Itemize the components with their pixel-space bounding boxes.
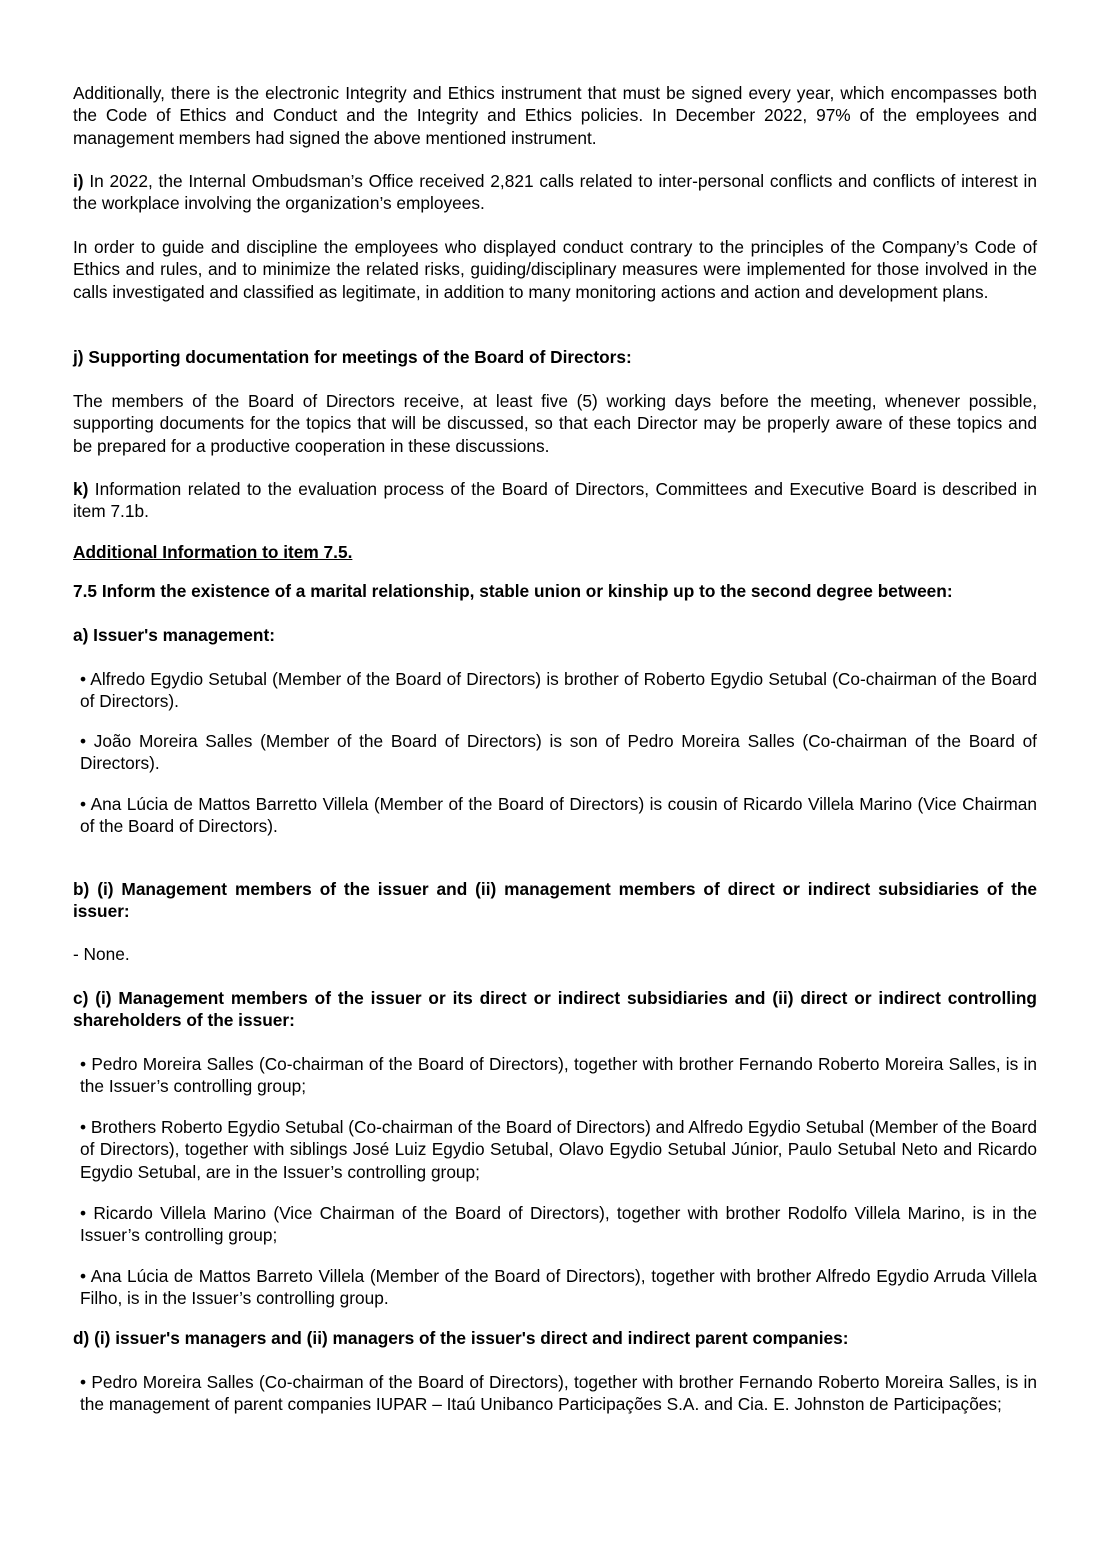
paragraph-discipline: In order to guide and discipline the employees who displayed conduct contrary to the principles of the Company’s Code of Ethics and rules, and to minimize the related risks, guiding/disciplinary measures were implemented for those involved in the calls investigated and classified as legitimate, in addition to many monitoring actions and action and development plans. — [73, 237, 1037, 302]
list-item: • Brothers Roberto Egydio Setubal (Co-chairman of the Board of Directors) and Alfredo Egydio Setubal (Member of the Board of Directors), together with siblings José Luiz Egydio Setubal, Olavo Egydio Setubal Júnior, Paulo Setubal Neto and Ricardo Egydio Setubal, are in the Issuer’s controlling group; — [80, 1117, 1038, 1182]
heading-item-j: j) Supporting documentation for meetings of the Board of Directors: — [73, 347, 632, 367]
additional-information-label: Additional Information to item 7.5. — [73, 542, 353, 562]
paragraph-integrity-instrument: Additionally, there is the electronic Integrity and Ethics instrument that must be signed every year, which encompasses both the Code of Ethics and Conduct and the Integrity and Ethics policies. In December 2022, 97% of the employees and management members had signed the above mentioned instrument. — [73, 83, 1037, 148]
paragraph-item-k — [73, 478, 1037, 523]
list-item: • Alfredo Egydio Setubal (Member of the Board of Directors) is brother of Roberto Egydio Setubal (Co-chairman of the Board of Directors). — [80, 669, 1037, 712]
item-i-text: In 2022, the Internal Ombudsman’s Office received 2,821 calls related to inter-personal conflicts and conflicts of interest in the workplace involving the organization’s employees. — [73, 171, 1037, 214]
item-i-label: i) — [73, 171, 84, 191]
list-item: • João Moreira Salles (Member of the Board of Directors) is son of Pedro Moreira Salles (Co-chairman of the Board of Directors). — [80, 731, 1037, 774]
heading-item-a: a) Issuer's management: — [73, 625, 275, 645]
list-item: • Ricardo Villela Marino (Vice Chairman of the Board of Directors), together with brother Rodolfo Villela Marino, is in the Issuer’s controlling group; — [80, 1203, 1037, 1246]
heading-item-b: b) (i) Management members of the issuer and (ii) management members of direct or indirect subsidiaries of the issuer: — [73, 879, 1037, 922]
heading-item-d: d) (i) issuer's managers and (ii) managers of the issuer's direct and indirect parent companies: — [73, 1328, 849, 1348]
paragraph-item-i — [73, 170, 1037, 215]
paragraph-board-documents: The members of the Board of Directors receive, at least five (5) working days before the meeting, whenever possible, supporting documents for the topics that will be discussed, so that each Director may be properly aware of these topics and be prepared for a productive cooperation in these discussions. — [73, 391, 1037, 456]
paragraph-none: - None. — [73, 944, 130, 964]
heading-item-c: c) (i) Management members of the issuer or its direct or indirect subsidiaries and (ii) direct or indirect controlling shareholders of the issuer: — [73, 988, 1037, 1031]
list-item: • Ana Lúcia de Mattos Barretto Villela (Member of the Board of Directors) is cousin of Ricardo Villela Marino (Vice Chairman of the Board of Directors). — [80, 794, 1037, 837]
heading-additional-information — [73, 541, 1037, 563]
heading-7-5: 7.5 Inform the existence of a marital relationship, stable union or kinship up to the second degree between: — [73, 581, 953, 601]
list-item: • Pedro Moreira Salles (Co-chairman of the Board of Directors), together with brother Fernando Roberto Moreira Salles, is in the management of parent companies IUPAR – Itaú Unibanco Participações S.A. and Cia. E. Johnston de Participações; — [80, 1372, 1037, 1415]
item-k-text: Information related to the evaluation process of the Board of Directors, Committees and Executive Board is described in item 7.1b. — [73, 479, 1037, 522]
list-item: • Ana Lúcia de Mattos Barreto Villela (Member of the Board of Directors), together with brother Alfredo Egydio Arruda Villela Filho, is in the Issuer’s controlling group. — [80, 1266, 1037, 1309]
list-item: • Pedro Moreira Salles (Co-chairman of the Board of Directors), together with brother Fernando Roberto Moreira Salles, is in the Issuer’s controlling group; — [80, 1054, 1037, 1097]
item-k-label: k) — [73, 479, 89, 499]
